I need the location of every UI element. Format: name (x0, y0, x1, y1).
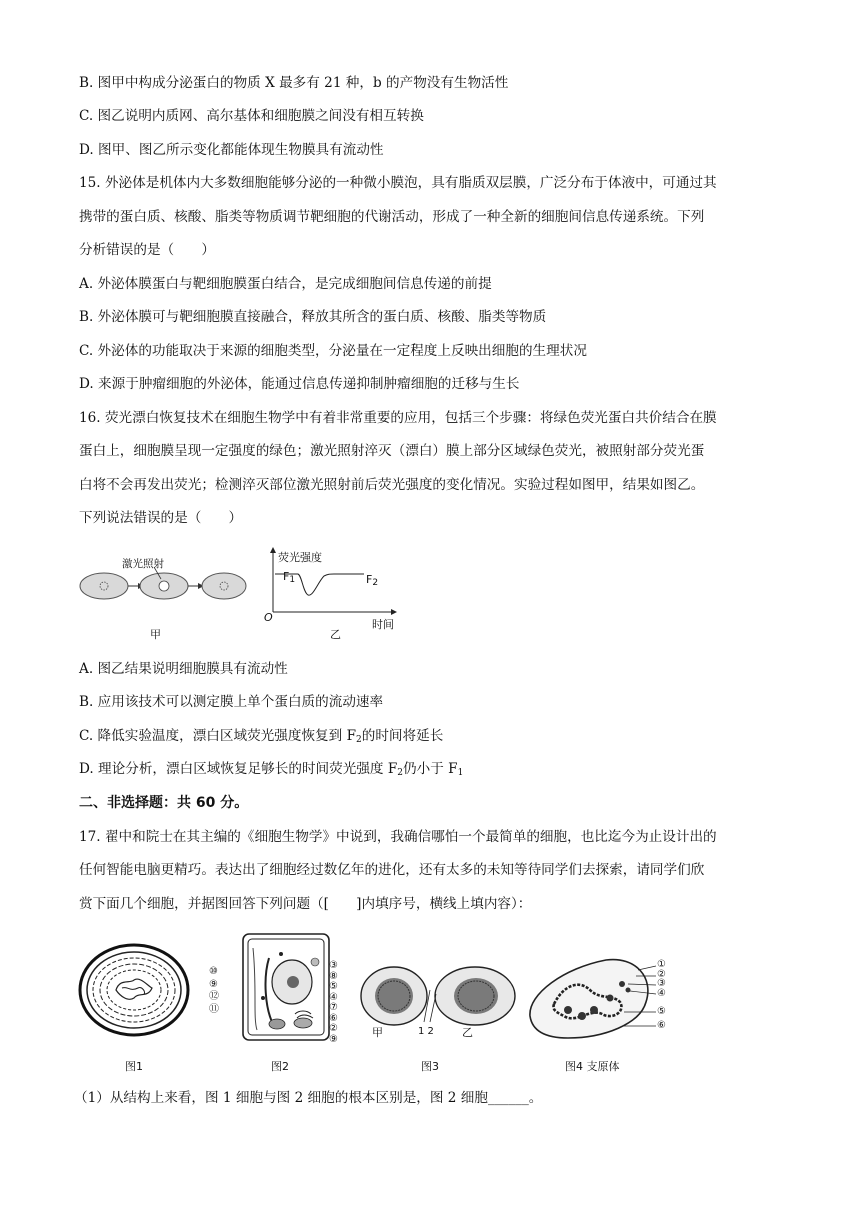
fig2-label-8: ⑧ (329, 970, 338, 982)
fig2-label-2: ② (329, 1023, 338, 1034)
fig2-label-11: ⑪ (209, 1003, 219, 1015)
q16-yi-xlabel: 时间 (372, 618, 394, 631)
q15-option-d: D. 来源于肿瘤细胞的外泌体，能通过信息传递抑制肿瘤细胞的迁移与生长 (79, 376, 520, 392)
q17-fig3-nums: 1 2 (418, 1026, 434, 1037)
q15-option-a: A. 外泌体膜蛋白与靶细胞膜蛋白结合，是完成细胞间信息传递的前提 (79, 276, 492, 292)
q16-option-a: A. 图乙结果说明细胞膜具有流动性 (79, 661, 288, 677)
q16-stem-line4: 下列说法错误的是（ ） (79, 510, 243, 526)
q17-fig4-caption: 图4 支原体 (565, 1060, 620, 1073)
fig2-label-9b: ⑨ (329, 1033, 338, 1045)
q16-option-d: D. 理论分析，漂白区域恢复足够长的时间荧光强度 $F_2$仍小于 $F_1$ (79, 761, 464, 778)
q17-fig1-caption: 图1 (125, 1060, 143, 1073)
q16-yi-f2-label: $F_2$ (366, 573, 379, 588)
fig2-label-5: ⑤ (329, 981, 338, 992)
q17-fig2-right-labels (329, 961, 338, 1045)
fig4-label-1: ① (657, 959, 666, 970)
q15-stem-line1: 15. 外泌体是机体内大多数细胞能够分泌的一种微小膜泡，具有脂质双层膜，广泛分布于体液中，可通过其 (79, 175, 717, 191)
q17-stem-line3: 赏下面几个细胞，并据图回答下列问题（[ ]内填序号，横线上填内容）： (79, 896, 532, 912)
q16-stem-line3: 白将不会再发出荧光；检测淬灭部位激光照射前后荧光强度的变化情况。实验过程如图甲，结果如图乙。 (79, 477, 705, 493)
q15-stem-line2: 携带的蛋白质、核酸、脂类等物质调节靶细胞的代谢活动，形成了一种全新的细胞间信息传递系统。下列 (79, 209, 705, 225)
fig2-label-7: ⑦ (329, 1002, 338, 1013)
q17-fig2-left-labels (209, 966, 219, 1016)
fig2-label-10: ⑩ (209, 966, 218, 977)
q15-option-c: C. 外泌体的功能取决于来源的细胞类型，分泌量在一定程度上反映出细胞的生理状况 (79, 343, 587, 359)
q17-stem-line2: 任何智能电脑更精巧。表达出了细胞经过数亿年的进化，还有太多的未知等待同学们去探索，请同学们欣 (79, 862, 705, 878)
section-heading: 二、非选择题：共 60 分。 (79, 795, 249, 811)
q17-fig3-jia: 甲 (372, 1026, 383, 1039)
q17-fig2-caption: 图2 (271, 1060, 289, 1073)
q17-stem-line1: 17. 翟中和院士在其主编的《细胞生物学》中说到，我确信哪怕一个最简单的细胞，也比迄今为止设计出的 (79, 829, 717, 845)
q17-figure-1 (78, 940, 192, 1040)
q17-sub-question-1: （1）从结构上来看，图 1 细胞与图 2 细胞的根本区别是，图 2 细胞______。 (74, 1090, 543, 1106)
q17-fig4-labels-top (657, 960, 666, 998)
q15-option-b: B. 外泌体膜可与靶细胞膜直接融合，释放其所含的蛋白质、核酸、脂类等物质 (79, 309, 547, 325)
q16-jia-laser-label: 激光照射 (122, 558, 164, 570)
fig4-label-2: ② (657, 968, 666, 980)
q17-fig3-yi: 乙 (462, 1026, 473, 1039)
q17-figure-4 (524, 954, 658, 1042)
fig2-label-12: ⑫ (209, 991, 219, 1002)
q14-option-d: D. 图甲、图乙所示变化都能体现生物膜具有流动性 (79, 142, 384, 158)
q16-stem-line2: 蛋白上，细胞膜呈现一定强度的绿色；激光照射淬灭（漂白）膜上部分区域绿色荧光，被照射部分荧光蛋 (79, 443, 705, 459)
q16-yi-f1-label: $F_1$ (283, 570, 296, 585)
fig2-label-9: ⑨ (209, 978, 218, 990)
q16-yi-ylabel: 荧光强度 (278, 551, 322, 564)
q16-option-b: B. 应用该技术可以测定膜上单个蛋白质的流动速率 (79, 694, 384, 710)
q16-yi-caption: 乙 (330, 628, 341, 641)
fig2-label-3: ③ (329, 960, 338, 971)
fig4-label-5: ⑤ (657, 1006, 666, 1017)
q16-option-c: C. 降低实验温度，漂白区域荧光强度恢复到 $F_2$的时间将延长 (79, 728, 444, 745)
q16-jia-caption: 甲 (150, 628, 161, 641)
q14-option-b: B. 图甲中构成分泌蛋白的物质 X 最多有 21 种，b 的产物没有生物活性 (79, 75, 509, 91)
q16-stem-line1: 16. 荧光漂白恢复技术在细胞生物学中有着非常重要的应用，包括三个步骤：将绿色荧光蛋白共价结合在膜 (79, 410, 717, 426)
q14-option-c: C. 图乙说明内质网、高尔基体和细胞膜之间没有相互转换 (79, 108, 424, 124)
q16-yi-origin: O (264, 611, 273, 624)
q15-stem-line3: 分析错误的是（ ） (79, 242, 215, 258)
fig4-label-4: ④ (657, 987, 666, 999)
fig2-label-6: ⑥ (329, 1012, 338, 1024)
fig2-label-4: ④ (329, 991, 338, 1003)
fig4-label-3: ③ (657, 978, 666, 989)
fig4-label-6: ⑥ (657, 1020, 666, 1031)
q17-fig3-caption: 图3 (421, 1060, 439, 1073)
